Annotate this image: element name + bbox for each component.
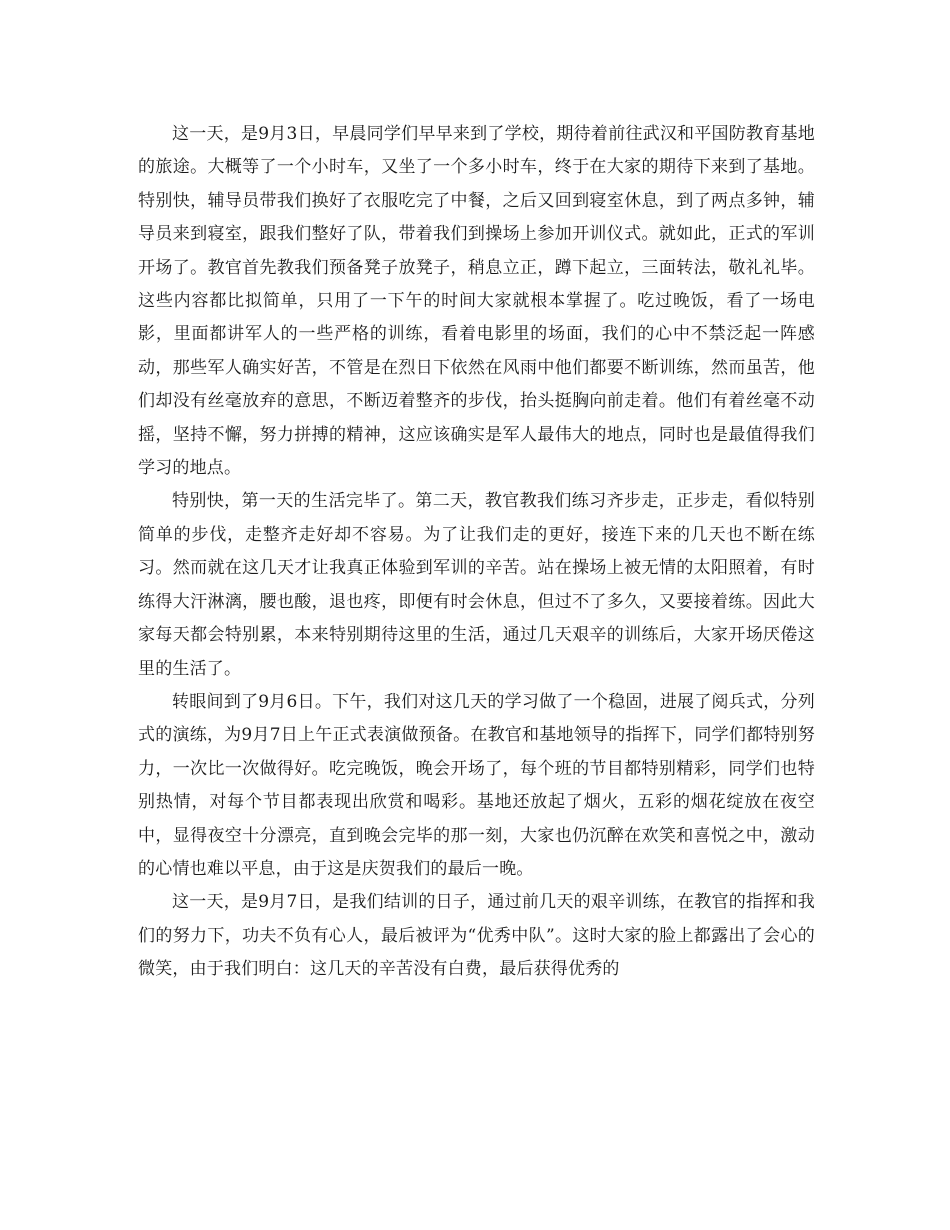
paragraph-evening-party: 转眼间到了9月6日。下午，我们对这几天的学习做了一个稳固，进展了阅兵式，分列式的演练，为9月7日上午正式表演做预备。在教官和基地领导的指挥下，同学们都特别努力，一次比一次做得好。吃完晚饭，晚会开场了，每个班的节目都特别精彩，同学们也特别热情，对每个节目都表现出欣赏和喝彩。基地还放起了烟火，五彩的烟花绽放在夜空中，显得夜空十分漂亮，直到晚会完毕的那一刻，大家也仍沉醉在欢笑和喜悦之中，激动的心情也难以平息，由于这是庆贺我们的最后一晚。 xyxy=(138,691,815,879)
document-body xyxy=(138,118,815,987)
paragraph-graduation-day: 这一天，是9月7日，是我们结训的日子，通过前几天的艰辛训练，在教官的指挥和我们的努力下，功夫不负有心人，最后被评为“优秀中队”。这时大家的脸上都露出了会心的微笑，由于我们明白：这几天的辛苦没有白费，最后获得优秀的 xyxy=(138,892,815,980)
paragraph-military-training-day-one: 这一天，是9月3日，早晨同学们早早来到了学校，期待着前往武汉和平国防教育基地的旅途。大概等了一个小时车，又坐了一个多小时车，终于在大家的期待下来到了基地。特别快，辅导员带我们换好了衣服吃完了中餐，之后又回到寝室休息，到了两点多钟，辅导员来到寝室，跟我们整好了队，带着我们到操场上参加开训仪式。就如此，正式的军训开场了。教官首先教我们预备凳子放凳子，稍息立正，蹲下起立，三面转法，敬礼礼毕。这些内容都比拟简单，只用了一下午的时间大家就根本掌握了。吃过晚饭，看了一场电影，里面都讲军人的一些严格的训练，看着电影里的场面，我们的心中不禁泛起一阵感动，那些军人确实好苦，不管是在烈日下依然在风雨中他们都要不断训练，然而虽苦，他们却没有丝毫放弃的意思，不断迈着整齐的步伐，抬头挺胸向前走着。他们有着丝毫不动摇，坚持不懈，努力拼搏的精神，这应该确实是军人最伟大的地点，同时也是最值得我们学习的地点。 xyxy=(138,124,815,479)
paragraph-marching-practice: 特别快，第一天的生活完毕了。第二天，教官教我们练习齐步走，正步走，看似特别简单的步伐，走整齐走好却不容易。为了让我们走的更好，接连下来的几天也不断在练习。然而就在这几天才让我真正体验到军训的辛苦。站在操场上被无情的太阳照着，有时练得大汗淋漓，腰也酸，退也疼，即便有时会休息，但过不了多久，又要接着练。因此大家每天都会特别累，本来特别期待这里的生活，通过几天艰辛的训练后，大家开场厌倦这里的生活了。 xyxy=(138,491,815,679)
